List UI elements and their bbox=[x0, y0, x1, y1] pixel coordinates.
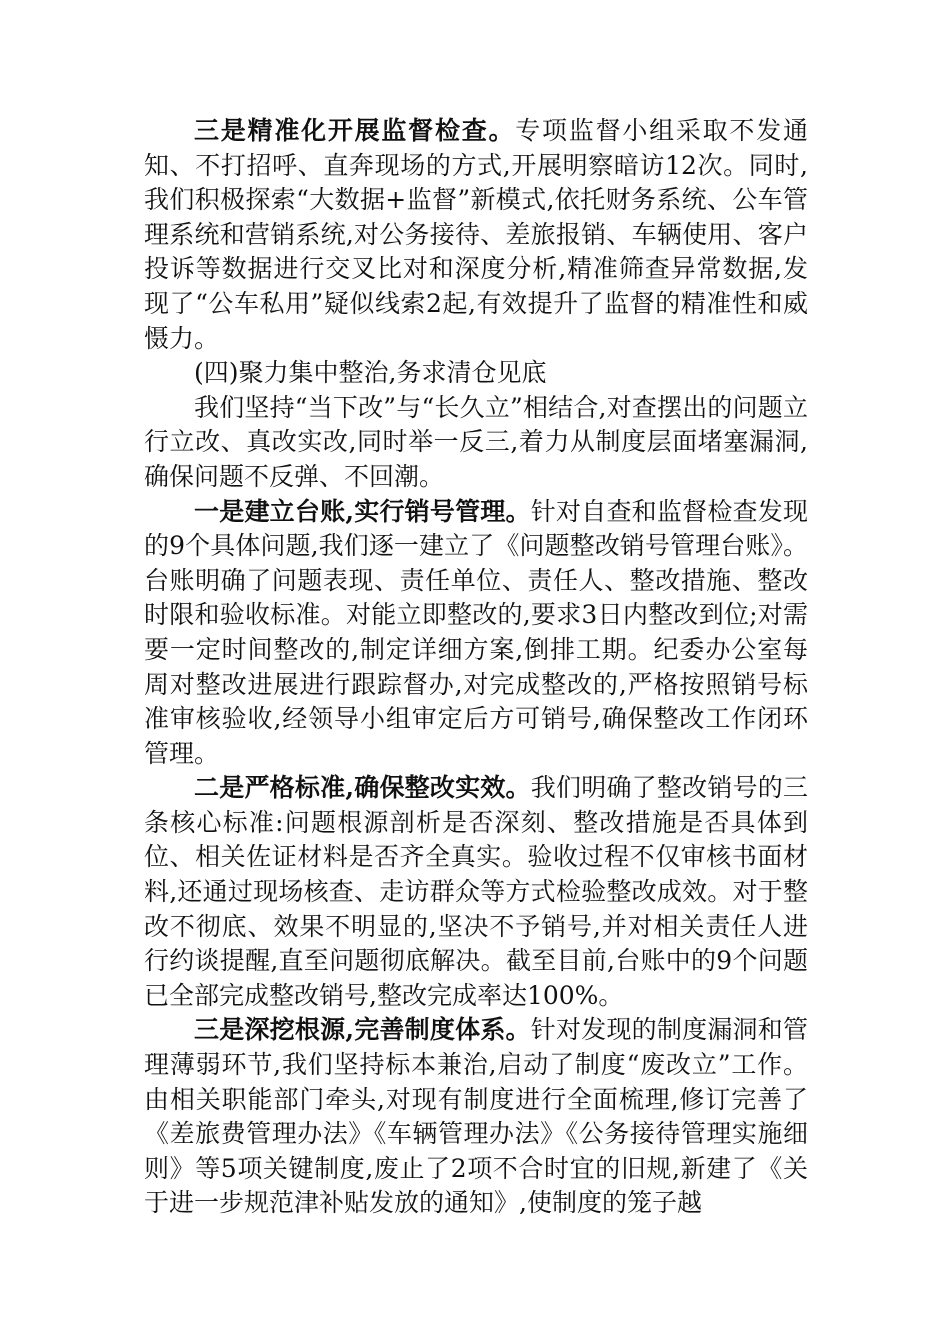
paragraph-lead: 一是建立台账,实行销号管理。 bbox=[194, 496, 531, 526]
paragraph-text: 我们坚持“当下改”与“长久立”相结合,对查摆出的问题立行立改、真改实改,同时举一反三,着力从制度层面堵塞漏洞,确保问题不反弹、不回潮。 bbox=[144, 392, 808, 491]
paragraph-text: 专项监督小组采取不发通知、不打招呼、直奔现场的方式,开展明察暗访12次。同时,我们积极探索“大数据+监督”新模式,依托财务系统、公车管理系统和营销系统,对公务接待、差旅报销、车辆使用、客户投诉等数据进行交叉比对和深度分析,精准筛查异常数据,发现了“公车私用”疑似线索2起,有效提升了监督的精准性和威慑力。 bbox=[144, 116, 808, 353]
paragraph-supervision-inspection bbox=[144, 114, 808, 356]
paragraph-system-improvement bbox=[144, 1013, 808, 1221]
paragraph-lead: 二是严格标准,确保整改实效。 bbox=[194, 773, 531, 803]
paragraph-text: 针对发现的制度漏洞和管理薄弱环节,我们坚持标本兼治,启动了制度“废改立”工作。由相关职能部门牵头,对现有制度进行全面梳理,修订完善了《差旅费管理办法》《车辆管理办法》《公务接待管理实施细则》等5项关键制度,废止了2项不合时宜的旧规,新建了《关于进一步规范津补贴发放的通知》,使制度的笼子越 bbox=[144, 1015, 808, 1218]
section-heading-text: (四)聚力集中整治,务求清仓见底 bbox=[194, 358, 547, 388]
document-body bbox=[144, 114, 808, 1221]
paragraph-lead: 三是精准化开展监督检查。 bbox=[194, 116, 516, 145]
paragraph-rectification-intro bbox=[144, 391, 808, 495]
section-heading-rectification bbox=[144, 356, 808, 391]
paragraph-text: 我们明确了整改销号的三条核心标准:问题根源剖析是否深刻、整改措施是否具体到位、相关佐证材料是否齐全真实。验收过程不仅审核书面材料,还通过现场核查、走访群众等方式检验整改成效。对于整改不彻底、效果不明显的,坚决不予销号,并对相关责任人进行约谈提醒,直至问题彻底解决。截至目前,台账中的9个问题已全部完成整改销号,整改完成率达100%。 bbox=[144, 773, 808, 1010]
paragraph-lead: 三是深挖根源,完善制度体系。 bbox=[194, 1015, 531, 1045]
paragraph-text: 针对自查和监督检查发现的9个具体问题,我们逐一建立了《问题整改销号管理台账》。台账明确了问题表现、责任单位、责任人、整改措施、整改时限和验收标准。对能立即整改的,要求3日内整改到位;对需要一定时间整改的,制定详细方案,倒排工期。纪委办公室每周对整改进展进行跟踪督办,对完成整改的,严格按照销号标准审核验收,经领导小组审定后方可销号,确保整改工作闭环管理。 bbox=[144, 496, 808, 768]
paragraph-standards bbox=[144, 771, 808, 1013]
paragraph-ledger bbox=[144, 495, 808, 772]
